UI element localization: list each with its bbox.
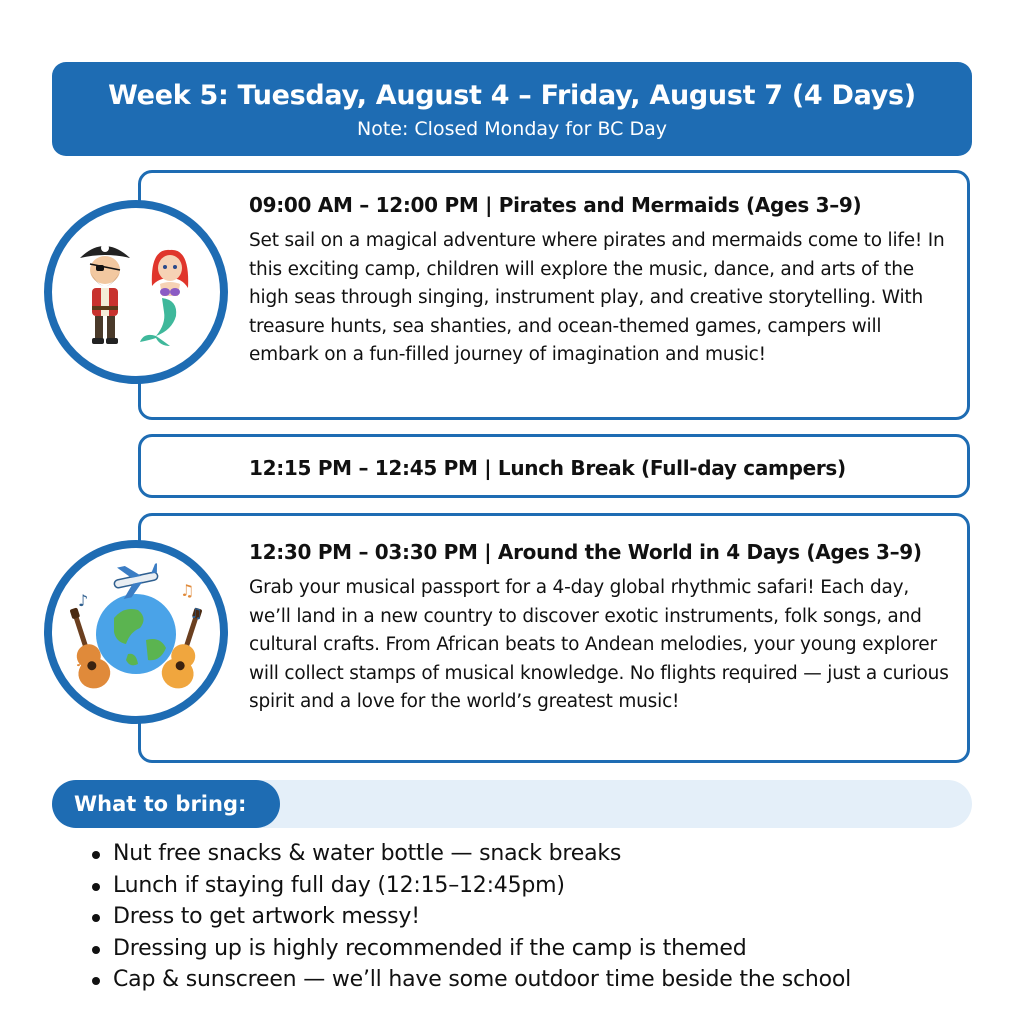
- svg-text:♫: ♫: [190, 606, 203, 622]
- what-to-bring-heading: What to bring:: [52, 780, 280, 828]
- list-item: Cap & sunscreen — we’ll have some outdoor time beside the school: [90, 964, 970, 996]
- session-title: 09:00 AM – 12:00 PM | Pirates and Mermaids (Ages 3–9): [249, 193, 862, 217]
- list-item: Dress to get artwork messy!: [90, 901, 970, 933]
- svg-text:♫: ♫: [180, 581, 195, 600]
- list-item: Dressing up is highly recommended if the camp is themed: [90, 933, 970, 965]
- session-card-morning: [138, 170, 970, 420]
- list-item: Nut free snacks & water bottle — snack breaks: [90, 838, 970, 870]
- week-note: Note: Closed Monday for BC Day: [356, 118, 667, 140]
- session-title: 12:15 PM – 12:45 PM | Lunch Break (Full-day campers): [249, 456, 846, 480]
- week-title: Week 5: Tuesday, August 4 – Friday, August 7 (4 Days): [108, 80, 916, 111]
- list-item: Lunch if staying full day (12:15–12:45pm): [90, 870, 970, 902]
- pirate-mermaid-icon: [44, 200, 228, 384]
- what-to-bring-list: [90, 838, 970, 996]
- session-card-afternoon: [138, 513, 970, 763]
- globe-guitars-icon: [44, 540, 228, 724]
- session-description: Set sail on a magical adventure where pirates and mermaids come to life! In this exciting camp, children will explore the music, dance, and arts of the high seas through singing, instrument play, and creative storytelling. With treasure hunts, sea shanties, and ocean-themed games, campers will embark on a fun-filled journey of imagination and music!: [249, 230, 945, 365]
- session-title: 12:30 PM – 03:30 PM | Around the World in 4 Days (Ages 3–9): [249, 540, 922, 564]
- svg-text:♪: ♪: [78, 591, 89, 610]
- session-card-lunch: [138, 434, 970, 498]
- session-description: Grab your musical passport for a 4-day global rhythmic safari! Each day, we’ll land in a new country to discover exotic instruments, folk songs, and cultural crafts. From African beats to Andean melodies, your young explorer will collect stamps of musical knowledge. No flights required — just a curious spirit and a love for the world’s greatest music!: [249, 577, 949, 712]
- svg-text:♪: ♪: [76, 655, 84, 669]
- week-header: [52, 62, 972, 156]
